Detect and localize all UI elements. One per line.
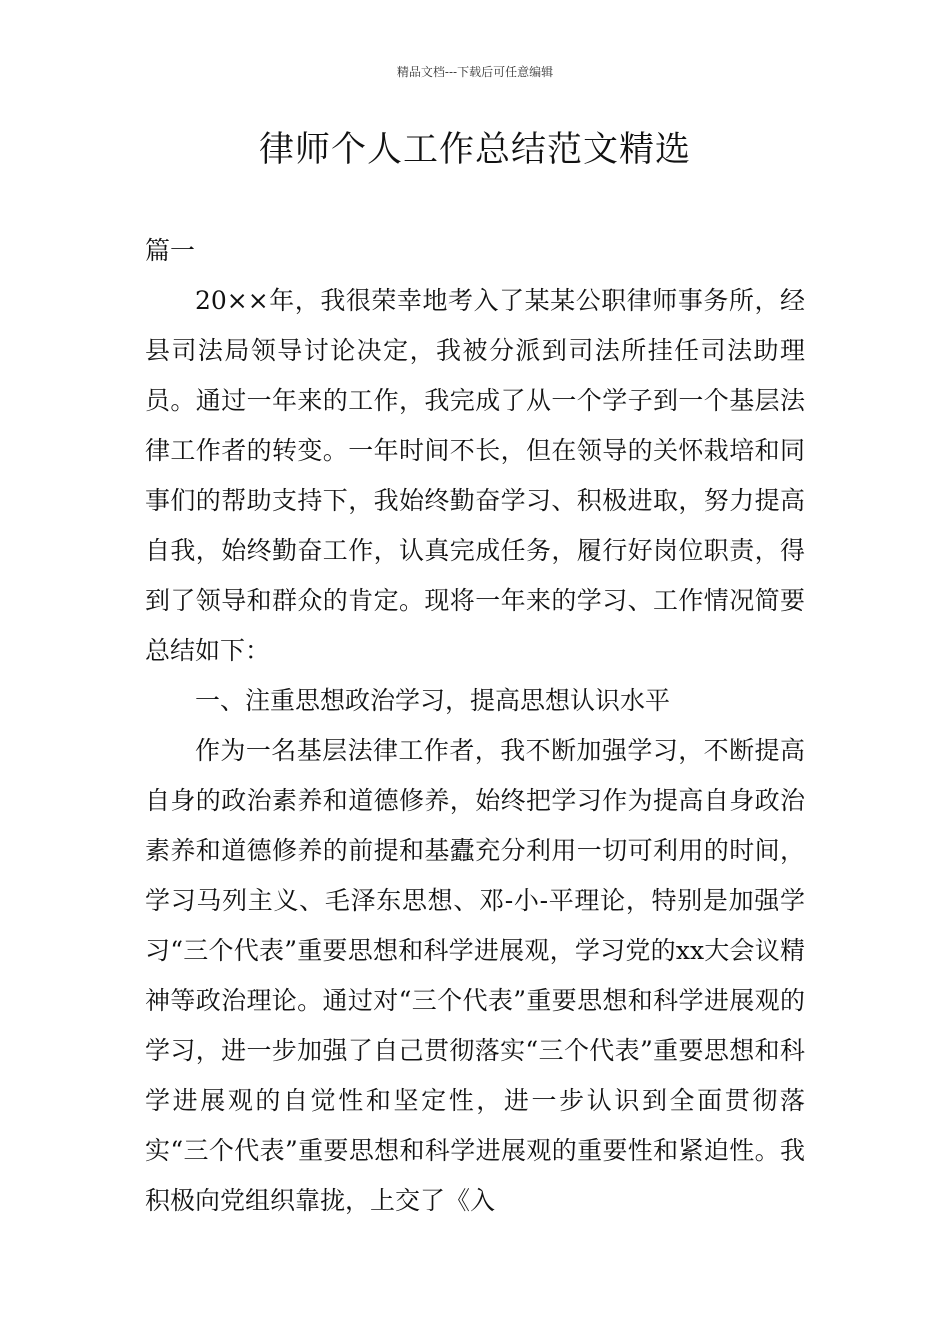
header-note: 精品文档---下载后可任意编辑 (396, 65, 554, 79)
paragraph-study: 作为一名基层法律工作者，我不断加强学习，不断提高自身的政治素养和道德修养，始终把学习作为提高自身政治素养和道德修养的前提和基蠹充分利用一切可利用的时间，学习马列主义、毛泽东思想、邓-小-平理论，特别是加强学习“三个代表”重要思想和科学进展观，学习党的xx大会议精神等政治理论。通过对“三个代表”重要思想和科学进展观的学习，进一步加强了自己贯彻落实“三个代表”重要思想和科学进展观的自觉性和坚定性，进一步认识到全面贯彻落实“三个代表”重要思想和科学进展观的重要性和紧迫性。我积极向党组织靠拢，上交了《入 (145, 736, 805, 1215)
document-body (145, 226, 805, 1226)
paragraph-intro: 20××年，我很荣幸地考入了某某公职律师事务所，经县司法局领导讨论决定，我被分派到司法所挂任司法助理员。通过一年来的工作，我完成了从一个学子到一个基层法律工作者的转变。一年时间不长，但在领导的关怀栽培和同事们的帮助支持下，我始终勤奋学习、积极进取，努力提高自我，始终勤奋工作，认真完成任务，履行好岗位职责，得到了领导和群众的肯定。现将一年来的学习、工作情况简要总结如下： (145, 286, 805, 665)
document-title: 律师个人工作总结范文精选 (258, 130, 691, 170)
paragraph-heading-1: 一、注重思想政治学习，提高思想认识水平 (195, 686, 671, 715)
section-label: 篇一 (145, 236, 196, 265)
